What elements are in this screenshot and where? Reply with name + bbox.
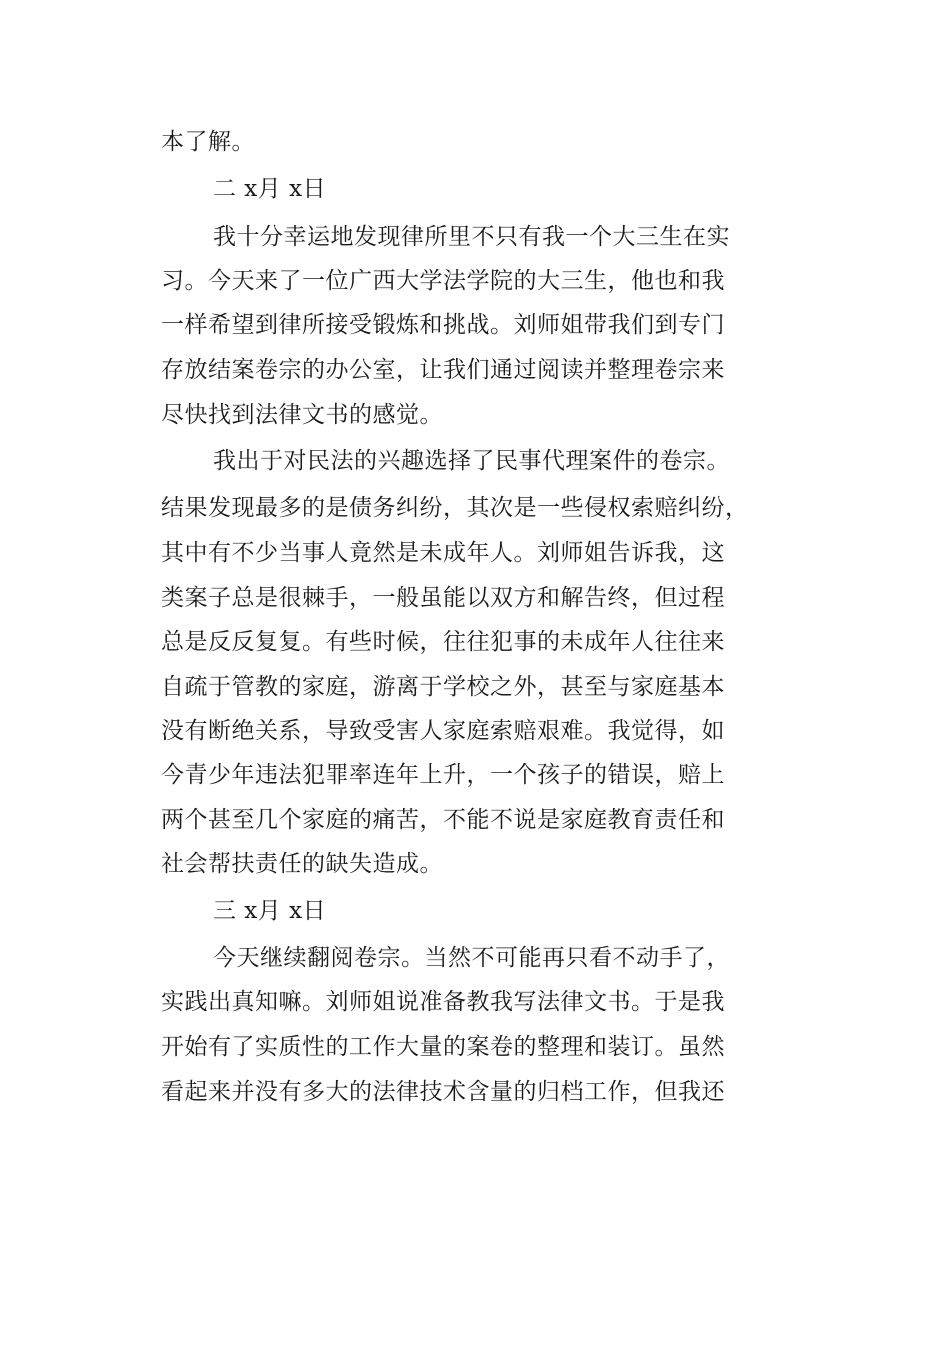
text-line: 总是反反复复。有些时候，往往犯事的未成年人往往来 (161, 629, 725, 655)
text-line: 类案子总是很棘手，一般虽能以双方和解告终，但过程 (161, 585, 725, 611)
text-line: 自疏于管教的家庭，游离于学校之外，甚至与家庭基本 (161, 674, 725, 700)
paragraph-first-line: 我出于对民法的兴趣选择了民事代理案件的卷宗。 (213, 448, 730, 474)
text-line: 没有断绝关系，导致受害人家庭索赔艰难。我觉得，如 (161, 718, 725, 744)
text-line: 其中有不少当事人竟然是未成年人。刘师姐告诉我，这 (161, 540, 725, 566)
paragraph-first-line: 今天继续翻阅卷宗。当然不可能再只看不动手了， (213, 945, 730, 971)
text-line: 习。今天来了一位广西大学法学院的大三生，他也和我 (161, 268, 725, 294)
text-line: 本了解。 (161, 129, 255, 155)
text-line: 看起来并没有多大的法律技术含量的归档工作，但我还 (161, 1079, 725, 1105)
text-line: 开始有了实质性的工作大量的案卷的整理和装订。虽然 (161, 1034, 725, 1060)
text-line: 今青少年违法犯罪率连年上升，一个孩子的错误，赔上 (161, 762, 725, 788)
paragraph-first-line: 我十分幸运地发现律所里不只有我一个大三生在实 (213, 224, 730, 250)
date-heading: 三 x月 x日 (213, 898, 327, 924)
text-line: 尽快找到法律文书的感觉。 (161, 402, 443, 428)
text-line: 存放结案卷宗的办公室，让我们通过阅读并整理卷宗来 (161, 357, 725, 383)
text-line: 一样希望到律所接受锻炼和挑战。刘师姐带我们到专门 (161, 312, 725, 338)
text-line: 实践出真知嘛。刘师姐说准备教我写法律文书。于是我 (161, 989, 725, 1015)
date-heading: 二 x月 x日 (213, 176, 327, 202)
text-line: 社会帮扶责任的缺失造成。 (161, 851, 443, 877)
text-line: 结果发现最多的是债务纠纷，其次是一些侵权索赔纠纷， (161, 495, 749, 521)
text-line: 两个甚至几个家庭的痛苦，不能不说是家庭教育责任和 (161, 807, 725, 833)
